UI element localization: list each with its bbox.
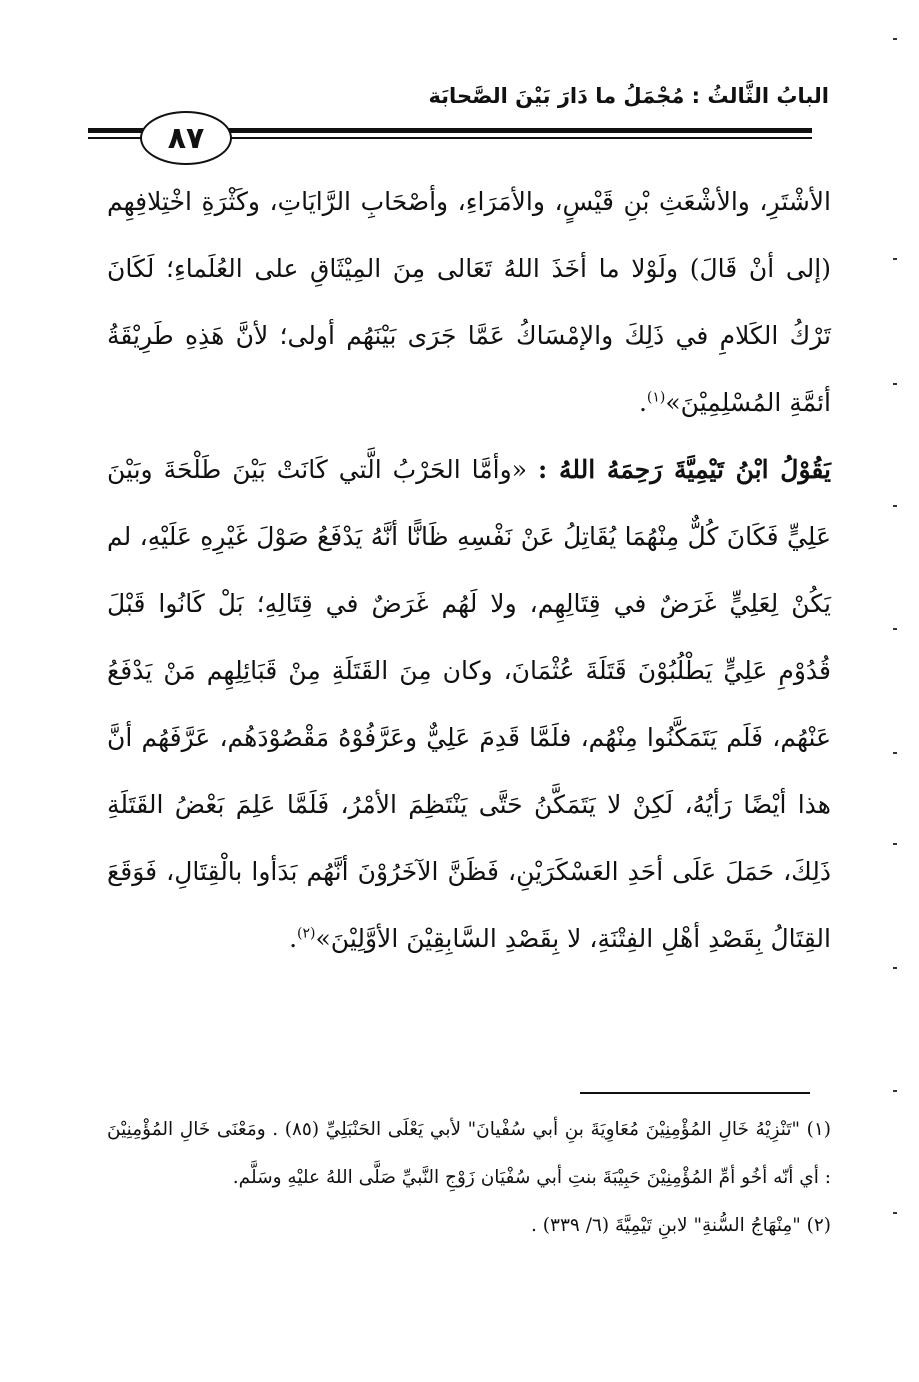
page-number-text: ٨٧: [167, 120, 205, 156]
paragraph-2: [107, 436, 831, 972]
running-header: البابُ الثَّالثُ : مُجْمَلُ ما دَارَ بَيْنَ الصَّحابَة: [428, 84, 829, 108]
margin-mark: [893, 628, 897, 630]
footnote-2: (٢) "مِنْهَاجُ السُّنةِ" لابنِ تَيْمِيَّةَ (٦/ ٣٣٩) .: [531, 1215, 831, 1236]
footnote-1: (١) "تَنْزِيْهُ خَالِ المُؤْمِنِيْنَ مُعَاوِيَةَ بنِ أبي سُفْيانَ" لأبي يَعْلَى الحَنْبَلِيِّ (٨٥) . ومَعْنَى خَالِ المُؤْمِنِيْنَ : أي أنّه أخُو أمِّ المُؤْمِنِيْنَ حَبِيْبَةَ بنتِ أبي سُفْيَان زَوْجِ النَّبيِّ صَلَّى اللهُ عليْهِ وسَلَّم.: [107, 1119, 831, 1188]
margin-mark: [893, 752, 897, 754]
paragraph-2-lead: يَقُوْلُ ابْنُ تَيْمِيَّةَ رَحِمَهُ اللهُ :: [537, 455, 831, 484]
margin-mark: [893, 38, 897, 40]
page-number: [140, 111, 232, 165]
margin-mark: [893, 843, 897, 845]
paragraph-1-end: .: [638, 388, 647, 417]
paragraph-1: [107, 168, 831, 436]
footnote-ref-1[interactable]: (١): [646, 389, 666, 406]
margin-mark: [893, 383, 897, 385]
paragraph-2-text: «وأمَّا الحَرْبُ الَّتي كَانَتْ بَيْنَ طَلْحَةَ وبَيْنَ عَلِيٍّ فَكَانَ كُلٌّ مِنْهُمَا يُقَاتِلُ عَنْ نَفْسِهِ ظَانًّا أنَّهُ يَدْفَعُ صَوْلَ غَيْرِهِ عَلَيْهِ، لم يَكُنْ لِعَلِيٍّ غَرَضٌ في قِتَالِهِم، ولا لَهُم غَرَضٌ في قِتَالِهِ؛ بَلْ كَانُوا قَبْلَ قُدُوْمِ عَلِيٍّ يَطْلُبُوْنَ قَتَلَةَ عُثْمَانَ، وكان مِنَ القَتَلَةِ مِنْ قَبَائِلِهِم مَنْ يَدْفَعُ عَنْهُم، فَلَم يَتَمَكَّنُوا مِنْهُم، فلَمَّا قَدِمَ عَلِيٌّ وعَرَّفُوْهُ مَقْصُوْدَهُم، عَرَّفَهُم أنَّ هذا أيْضًا رَأيُهُ، لَكِنْ لا يَتَمَكَّنُ حَتَّى يَنْتَظِمَ الأمْرُ، فَلَمَّا عَلِمَ بَعْضُ القَتَلَةِ ذَلِكَ، حَمَلَ عَلَى أحَدِ العَسْكَرَيْنِ، فَظَنَّ الآخَرُوْنَ أنَّهُم بَدَأوا بالْقِتَالِ، فَوَقَعَ القِتَالُ بِقَصْدِ أهْلِ الفِتْنَةِ، لا بِقَصْدِ السَّابِقِيْنَ الأوَّلِيْنَ»: [107, 455, 831, 953]
footnotes: [107, 1106, 831, 1250]
paragraph-2-end: .: [289, 924, 298, 953]
footnote-separator: [580, 1092, 810, 1094]
footnote-ref-2[interactable]: (٢): [297, 925, 316, 942]
margin-mark: [893, 505, 897, 507]
margin-mark: [893, 967, 897, 969]
margin-mark: [893, 1090, 897, 1092]
body-text: [107, 168, 831, 972]
margin-mark: [893, 258, 897, 260]
margin-mark: [893, 1212, 897, 1214]
paragraph-1-text: الأشْتَرِ، والأشْعَثِ بْنِ قَيْسٍ، والأمَرَاءِ، وأصْحَابِ الرَّايَاتِ، وكَثْرَةِ اخْتِلافِهِم (إلى أنْ قَالَ) ولَوْلا ما أخَذَ اللهُ تَعَالى مِنَ المِيْثَاقِ على العُلَماءِ؛ لَكَانَ تَرْكُ الكَلامِ في ذَلِكَ والإمْسَاكُ عَمَّا جَرَى بَيْنَهُم أولى؛ لأنَّ هَذِهِ طَرِيْقَةُ أئمَّةِ المُسْلِمِيْنَ»: [107, 187, 831, 417]
